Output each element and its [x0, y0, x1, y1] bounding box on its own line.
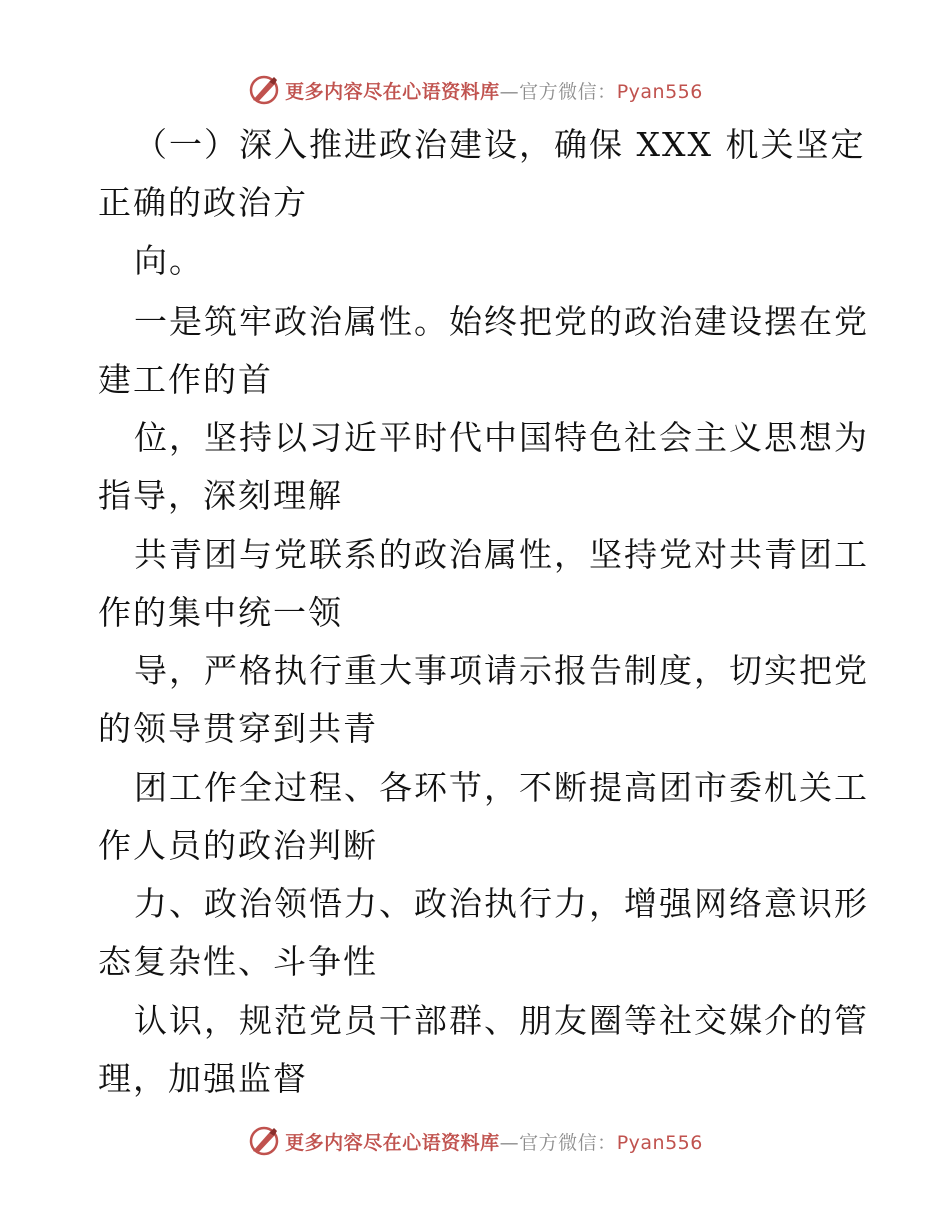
- quill-pen-logo-icon: [247, 1124, 281, 1158]
- body-line: 作的集中统一领: [98, 593, 343, 632]
- body-line: 正确的政治方: [98, 183, 308, 222]
- body-line: 共青团与党联系的政治属性，坚持党对共青团工: [134, 535, 869, 574]
- header-banner: [0, 70, 950, 110]
- body-line: 一是筑牢政治属性。始终把党的政治建设摆在党: [134, 302, 869, 341]
- body-line: 指导，深刻理解: [98, 476, 343, 515]
- body-line: （一）深入推进政治建设，确保 XXX 机关坚定: [134, 125, 866, 164]
- body-line: 认识，规范党员干部群、朋友圈等社交媒介的管: [134, 1001, 869, 1040]
- body-line: 向。: [134, 241, 204, 280]
- body-line: 力、政治领悟力、政治执行力，增强网络意识形: [134, 884, 869, 923]
- header-dash: —: [499, 80, 520, 103]
- body-line: 建工作的首: [98, 360, 273, 399]
- footer-brand-text: 更多内容尽在心语资料库: [285, 1131, 500, 1154]
- body-line: 作人员的政治判断: [98, 826, 378, 865]
- header-wechat-id: Pyan556: [616, 80, 703, 103]
- body-line: 位，坚持以习近平时代中国特色社会主义思想为: [134, 418, 869, 457]
- body-line: 理，加强监督: [98, 1059, 308, 1098]
- quill-pen-logo-icon: [247, 73, 281, 107]
- body-line: 态复杂性、斗争性: [98, 942, 378, 981]
- header-text: [285, 77, 703, 104]
- footer-wechat-label: 官方微信：: [519, 1131, 617, 1154]
- footer-text: [285, 1128, 703, 1155]
- body-line: 团工作全过程、各环节，不断提高团市委机关工: [134, 768, 869, 807]
- footer-banner: [0, 1121, 950, 1161]
- footer-wechat-id: Pyan556: [616, 1131, 703, 1154]
- header-brand-text: 更多内容尽在心语资料库: [285, 80, 500, 103]
- header-wechat-label: 官方微信：: [519, 80, 617, 103]
- body-line: 导，严格执行重大事项请示报告制度，切实把党: [134, 651, 869, 690]
- footer-dash: —: [499, 1131, 520, 1154]
- body-line: 的领导贯穿到共青: [98, 709, 378, 748]
